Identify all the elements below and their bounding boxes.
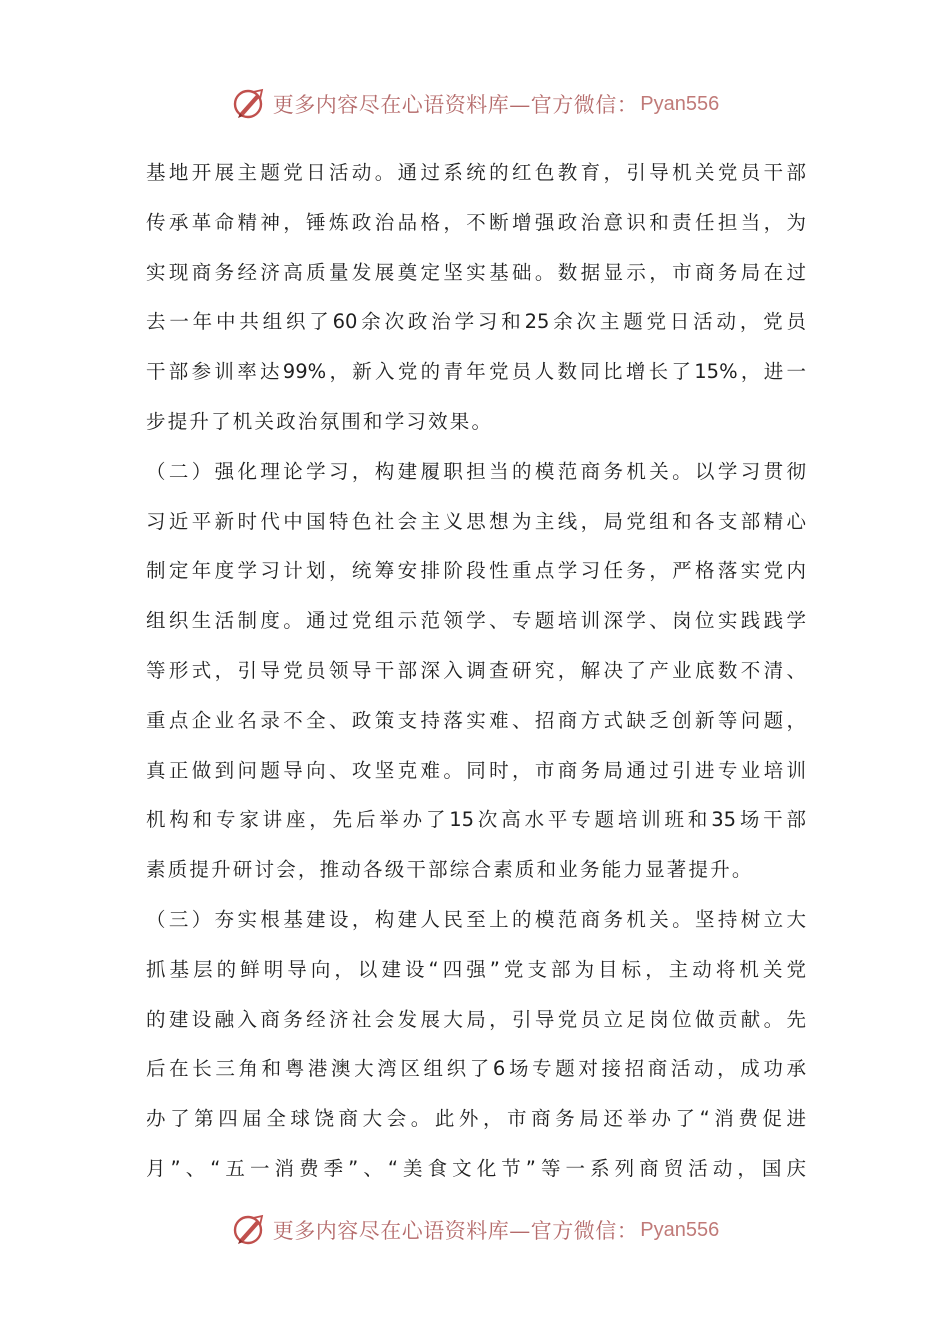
footer-banner (0, 1210, 950, 1250)
pen-logo-icon (231, 1212, 267, 1248)
body-line: 习近平新时代中国特色社会主义思想为主线，局党组和各支部精心 (146, 509, 806, 533)
body-line: 的建设融入商务经济社会发展大局，引导党员立足岗位做贡献。先 (146, 1007, 806, 1031)
header-banner-text: 更多内容尽在心语资料库—官方微信： (272, 93, 639, 117)
section-heading-line: （三）夯实根基建设，构建人民至上的模范商务机关。坚持树立大 (146, 907, 806, 931)
body-line: 基地开展主题党日活动。通过系统的红色教育，引导机关党员干部 (146, 161, 806, 184)
section-heading-line: （二）强化理论学习，构建履职担当的模范商务机关。以学习贯彻 (146, 459, 806, 483)
body-line: 步提升了机关政治氛围和学习效果。 (146, 409, 494, 433)
body-line: 制定年度学习计划，统筹安排阶段性重点学习任务，严格落实党内 (146, 559, 806, 583)
body-line: 月”、“五一消费季”、“美食文化节”等一系列商贸活动，国庆 (146, 1156, 806, 1180)
body-line: 等形式，引导党员领导干部深入调查研究，解决了产业底数不清、 (146, 658, 806, 682)
body-line: 真正做到问题导向、攻坚克难。同时，市商务局通过引进专业培训 (146, 758, 806, 782)
footer-wechat-handle: Pyan556 (640, 1218, 720, 1241)
footer-banner-text: 更多内容尽在心语资料库—官方微信： (272, 1219, 639, 1243)
body-line: 组织生活制度。通过党组示范领学、专题培训深学、岗位实践践学 (146, 609, 806, 633)
body-line: 实现商务经济高质量发展奠定坚实基础。数据显示，市商务局在过 (146, 260, 806, 284)
document-body (146, 148, 806, 1194)
pen-logo-icon (231, 86, 267, 122)
body-line: 素质提升研讨会，推动各级干部综合素质和业务能力显著提升。 (146, 858, 754, 882)
body-line: 传承革命精神，锤炼政治品格，不断增强政治意识和责任担当，为 (146, 210, 806, 234)
body-line: 去一年中共组织了60余次政治学习和25余次主题党日活动，党员 (146, 310, 806, 334)
body-line: 办了第四届全球饶商大会。此外，市商务局还举办了“消费促进 (146, 1107, 806, 1131)
header-wechat-handle: Pyan556 (640, 92, 720, 115)
body-line: 抓基层的鲜明导向，以建设“四强”党支部为目标，主动将机关党 (146, 957, 806, 981)
body-line: 干部参训率达99%，新入党的青年党员人数同比增长了15%，进一 (146, 360, 806, 384)
header-banner (0, 84, 950, 124)
body-line: 后在长三角和粤港澳大湾区组织了6场专题对接招商活动，成功承 (146, 1057, 806, 1081)
body-line: 机构和专家讲座，先后举办了15次高水平专题培训班和35场干部 (146, 808, 806, 832)
body-line: 重点企业名录不全、政策支持落实难、招商方式缺乏创新等问题， (146, 708, 806, 732)
